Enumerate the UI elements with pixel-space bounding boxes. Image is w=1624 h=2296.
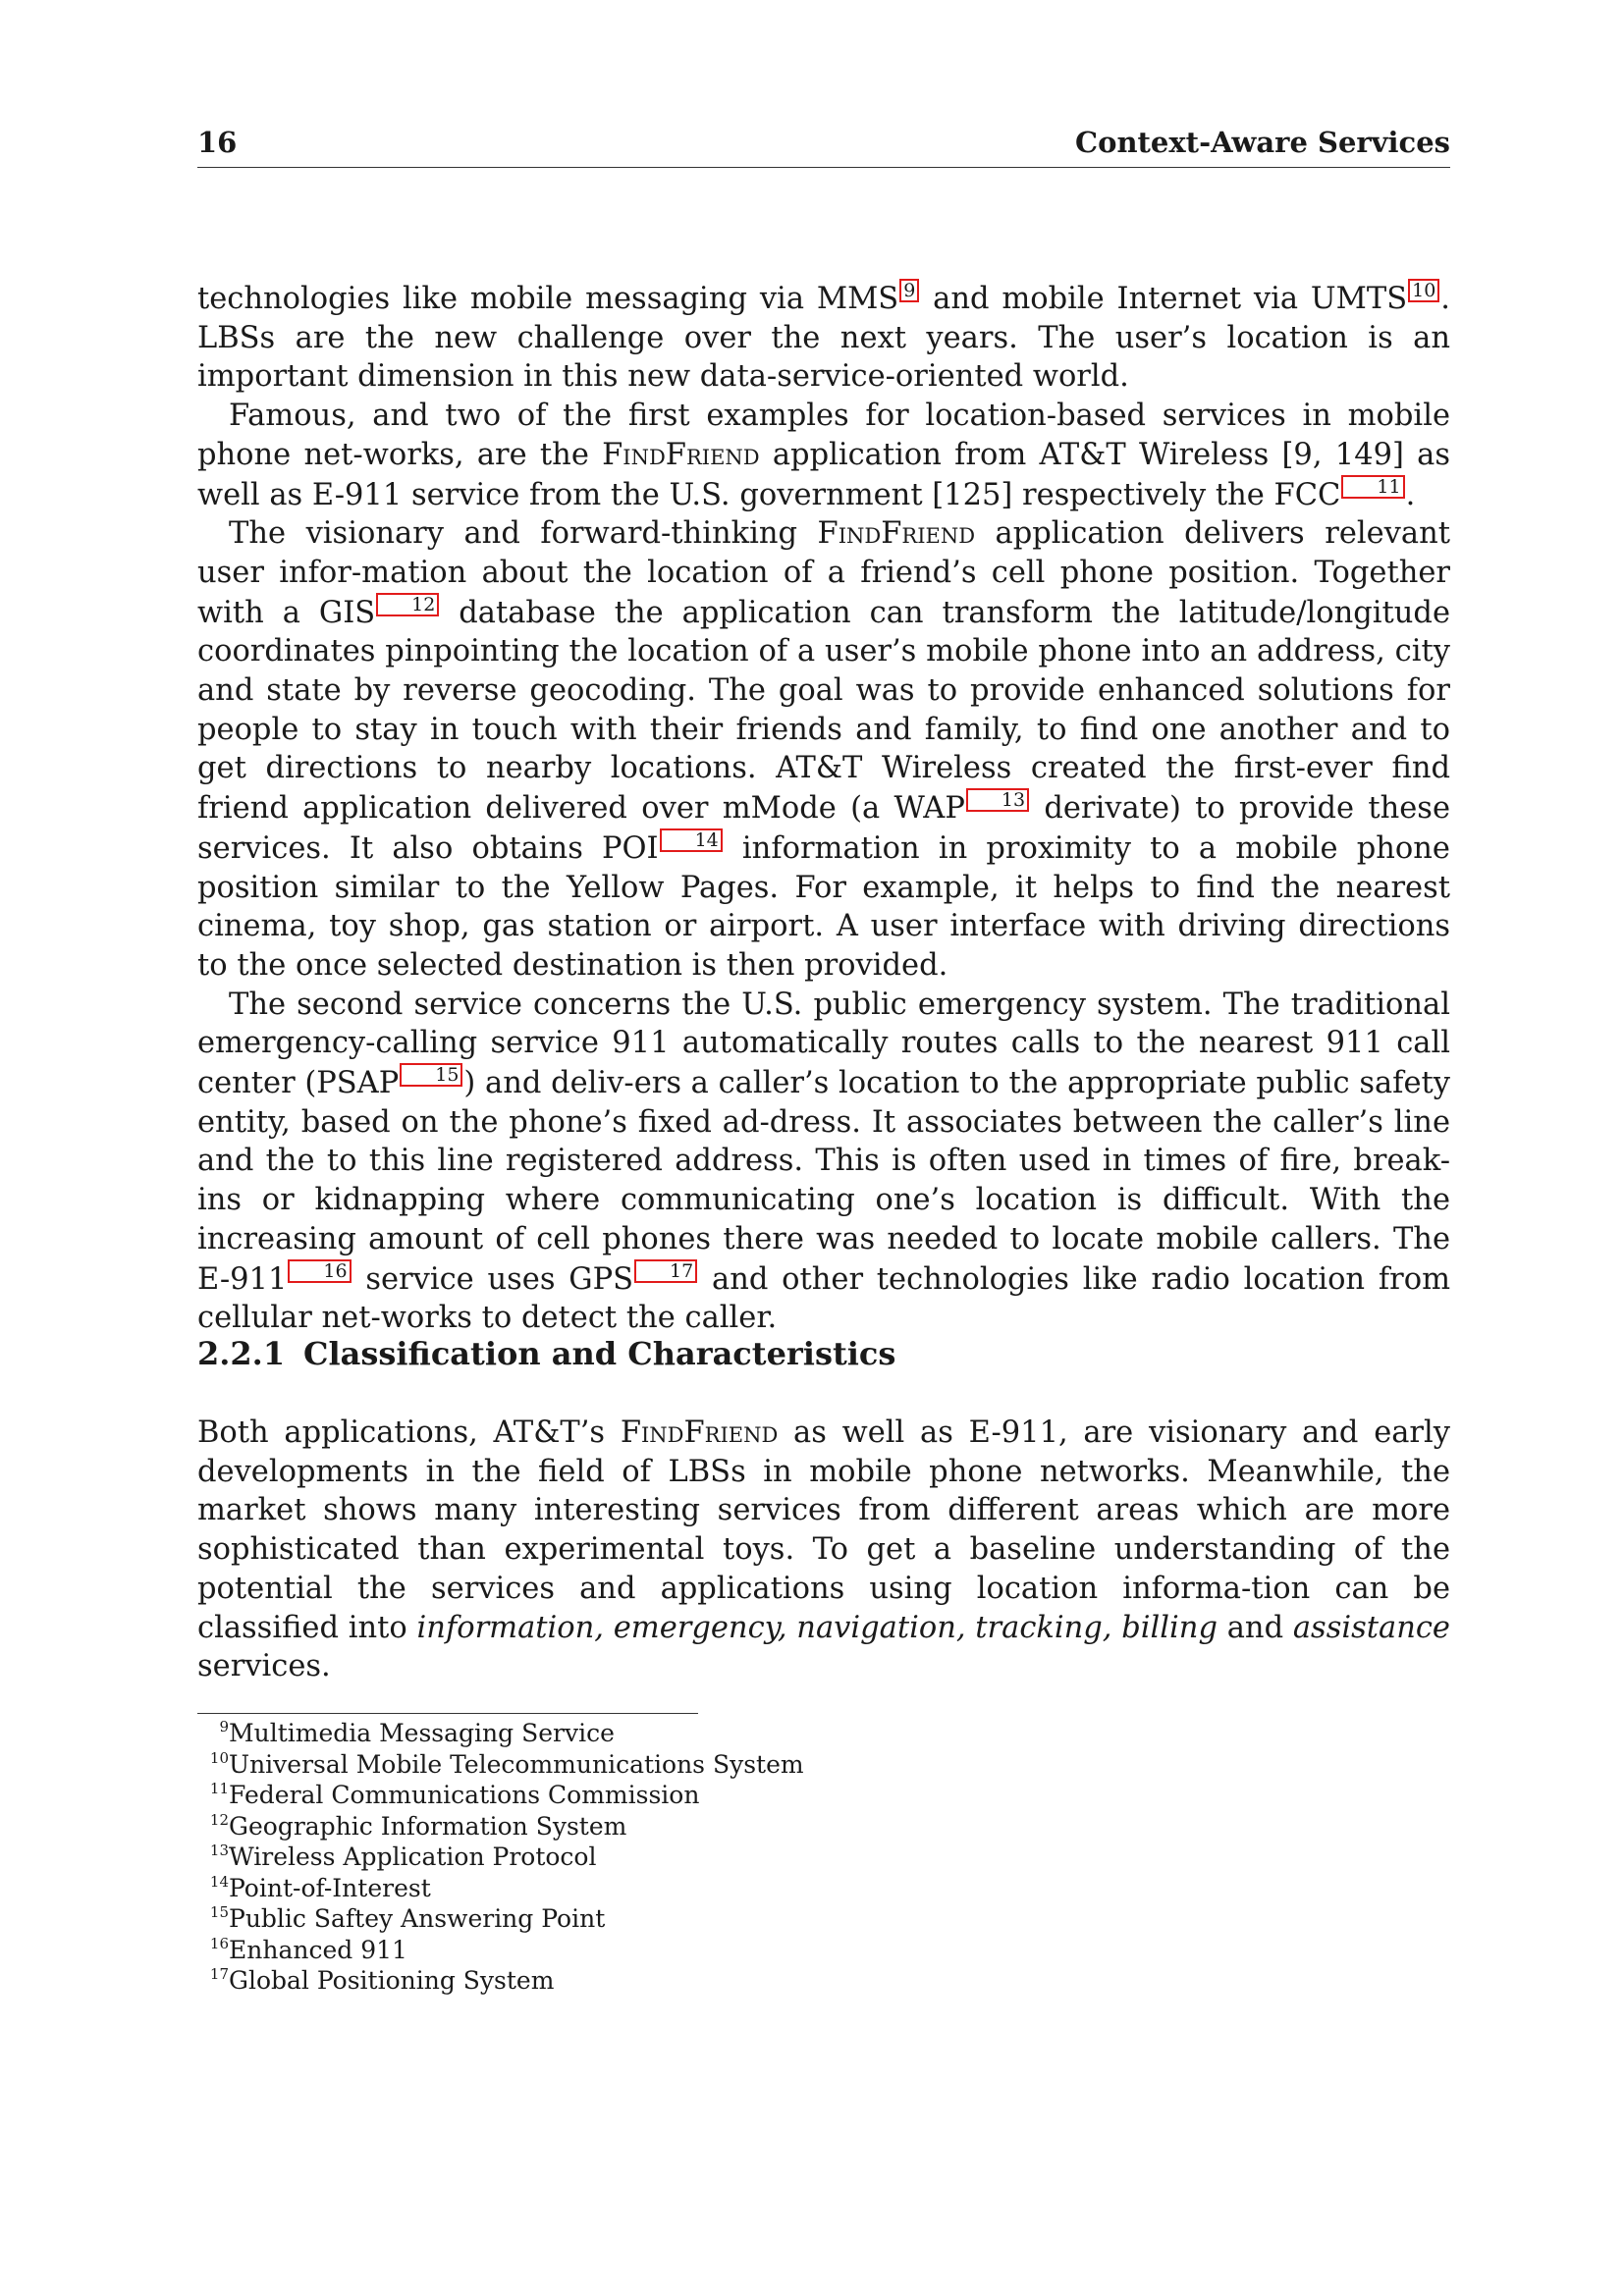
footnote-link[interactable]: 10 xyxy=(1408,279,1439,302)
paragraph xyxy=(197,397,1450,514)
footnote-13 xyxy=(197,1842,1081,1873)
footnote-link[interactable]: 13 xyxy=(966,788,1029,812)
footnote-14 xyxy=(197,1873,1081,1904)
footnote-number: 9 xyxy=(219,1718,229,1735)
footnote-link[interactable]: 15 xyxy=(400,1063,462,1087)
text: Both applications, AT&T’s xyxy=(197,1415,621,1450)
footnote-number: 15 xyxy=(209,1903,229,1921)
text: and mobile Internet via UMTS xyxy=(920,282,1408,316)
text: . xyxy=(1405,477,1416,512)
section-heading xyxy=(197,1335,1450,1372)
footnote-text: Point-of-Interest xyxy=(229,1873,431,1902)
footnotes xyxy=(197,1718,1081,1997)
text: . LBSs are the new challenge over the next years. The user’s location is an important dimension in this new data-service-oriented world. xyxy=(197,282,1450,395)
footnote-number: 13 xyxy=(209,1842,229,1859)
footnote-10 xyxy=(197,1749,1081,1781)
footnote-link[interactable]: 16 xyxy=(288,1259,351,1283)
text: and xyxy=(1217,1610,1293,1645)
footnote-link[interactable]: 11 xyxy=(1341,475,1404,499)
footnote-text: Universal Mobile Telecommunications System xyxy=(229,1749,804,1779)
footnote-link[interactable]: 14 xyxy=(660,828,723,852)
text: technologies like mobile messaging via MMS xyxy=(197,282,899,316)
footnote-link[interactable]: 9 xyxy=(899,279,919,302)
text: derivate) to provide these services. It also obtains POI xyxy=(197,791,1451,866)
text: application from AT&T Wireless [9, 149] as well as E-911 service from the U.S. government [125] respectively the FCC xyxy=(197,437,1450,512)
footnote-text: Global Positioning System xyxy=(229,1966,555,1995)
footnote-text: Multimedia Messaging Service xyxy=(229,1719,615,1747)
page-number: 16 xyxy=(197,126,238,159)
footnote-text: Wireless Application Protocol xyxy=(229,1842,597,1871)
text: services. xyxy=(197,1649,331,1684)
section-body xyxy=(197,1414,1450,1686)
footnote-number: 12 xyxy=(209,1810,229,1829)
footnote-number: 16 xyxy=(209,1934,229,1952)
text: application delivers relevant user infor-mation about the location of a friend’s cell phone position. Together with a GIS xyxy=(197,516,1450,630)
text: The second service concerns the U.S. public emergency system. The traditional emergency-calling service 911 automatically routes calls to the nearest 911 call center (PSAP xyxy=(197,987,1450,1101)
footnote-number: 17 xyxy=(209,1965,229,1983)
footnote-12 xyxy=(197,1811,1081,1842)
emphasis: assistance xyxy=(1292,1610,1450,1645)
footnote-text: Federal Communications Commission xyxy=(229,1781,700,1809)
footnote-number: 11 xyxy=(209,1780,229,1797)
text: database the application can transform the latitude/longitude coordinates pinpointing the location of a user’s mobile phone into an address, city and state by reverse geocoding. The goal was to provide enhanced solutions for people to stay in touch with their friends and family, to find one another and to get directions to nearby locations. AT&T Wireless created the first-ever find friend application delivered over mMode (a WAP xyxy=(197,595,1450,827)
paragraph xyxy=(197,514,1450,985)
footnote-17 xyxy=(197,1965,1081,1997)
footnote-11 xyxy=(197,1780,1081,1811)
running-header xyxy=(197,124,1450,168)
footnote-text: Geographic Information System xyxy=(229,1811,627,1841)
footnote-link[interactable]: 17 xyxy=(634,1259,697,1283)
text: and other technologies like radio location from cellular net-works to detect the caller. xyxy=(197,1261,1451,1336)
text: Famous, and two of the first examples for location-based services in mobile phone net-works, are the xyxy=(197,399,1450,472)
app-name: FindFriend xyxy=(620,1415,779,1450)
running-title: Context-Aware Services xyxy=(1075,126,1450,159)
emphasis: information, emergency, navigation, tracking, billing xyxy=(416,1610,1218,1645)
footnote-divider xyxy=(197,1713,698,1714)
app-name: FindFriend xyxy=(817,516,976,552)
paragraph xyxy=(197,986,1450,1338)
footnote-16 xyxy=(197,1935,1081,1966)
footnote-number: 14 xyxy=(209,1872,229,1891)
paragraph xyxy=(197,279,1450,397)
footnote-15 xyxy=(197,1903,1081,1935)
body-text xyxy=(197,279,1450,1338)
app-name: FindFriend xyxy=(602,437,760,472)
footnote-text: Enhanced 911 xyxy=(229,1935,407,1964)
footnote-text: Public Saftey Answering Point xyxy=(229,1904,606,1933)
text: service uses GPS xyxy=(352,1261,634,1297)
text: The visionary and forward-thinking xyxy=(229,516,818,552)
footnote-number: 10 xyxy=(209,1748,229,1767)
section-number: 2.2.1 xyxy=(197,1335,286,1372)
text: as well as E-911, are visionary and early developments in the field of LBSs in mobile phone networks. Meanwhile, the market shows many interesting services from different areas which are more sophisticated than experimental toys. To get a baseline understanding of the potential the services and applications using location informa-tion can be classified into xyxy=(197,1415,1450,1645)
section-title: Classification and Characteristics xyxy=(303,1335,896,1372)
footnote-9 xyxy=(197,1718,1081,1749)
paragraph xyxy=(197,1414,1450,1686)
footnote-link[interactable]: 12 xyxy=(376,593,439,616)
text: ) and deliv-ers a caller’s location to the appropriate public safety entity, based on the phone’s fixed ad-dress. It associates between the caller’s line and the to this line registered address. This is often used in times of fire, break-ins or kidnapping where communicating one’s location is difficult. With the increasing amount of cell phones there was needed to locate mobile callers. The E-911 xyxy=(197,1066,1450,1297)
text: information in proximity to a mobile phone position similar to the Yellow Pages. For example, it helps to find the nearest cinema, toy shop, gas station or airport. A user interface with driving directions to the once selected destination is then provided. xyxy=(197,830,1450,983)
